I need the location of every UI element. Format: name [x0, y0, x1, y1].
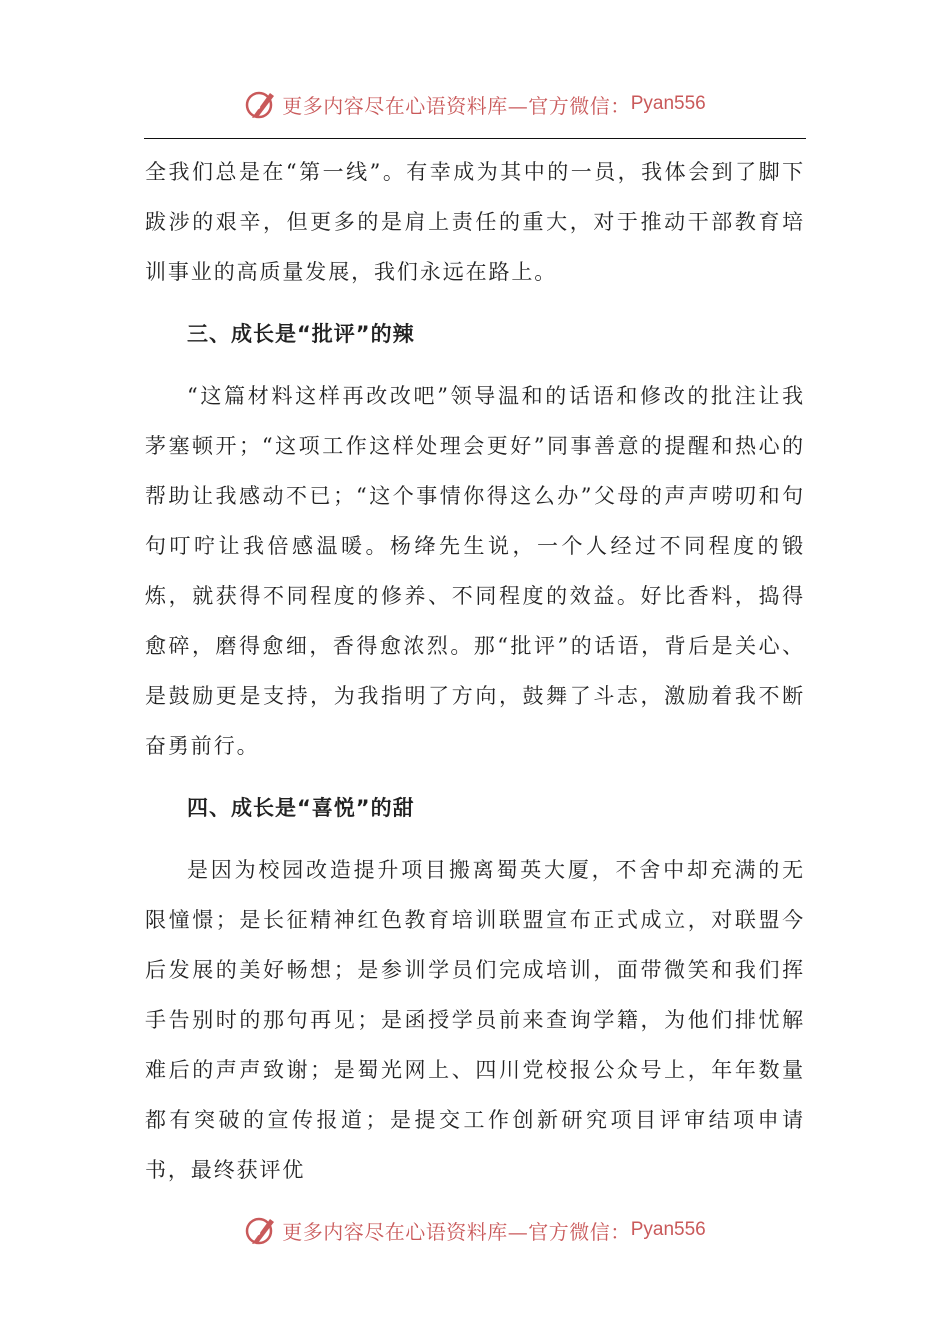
- header-banner-id: Pyan556: [630, 93, 706, 114]
- header-banner: [0, 84, 950, 124]
- paragraph-section-4: 是因为校园改造提升项目搬离蜀英大厦，不舍中却充满的无限憧憬；是长征精神红色教育培训联盟宣布正式成立，对联盟今后发展的美好畅想；是参训学员们完成培训，面带微笑和我们挥手告别时的那句再见；是函授学员前来查询学籍，为他们排忧解难后的声声致谢；是蜀光网上、四川党校报公众号上，年年数量都有突破的宣传报道；是提交工作创新研究项目评审结项申请书，最终获评优: [145, 858, 805, 1182]
- section-heading-4: 四、成长是“喜悦”的甜: [187, 796, 415, 820]
- footer-banner-text: 更多内容尽在心语资料库—官方微信：: [282, 1219, 631, 1244]
- footer-banner-id: Pyan556: [630, 1219, 706, 1240]
- paragraph-continued: 全我们总是在“第一线”。有幸成为其中的一员，我体会到了脚下跋涉的艰辛，但更多的是肩上责任的重大，对于推动干部教育培训事业的高质量发展，我们永远在路上。: [145, 160, 805, 284]
- paragraph-section-3: “这篇材料这样再改改吧”领导温和的话语和修改的批注让我茅塞顿开；“这项工作这样处理会更好”同事善意的提醒和热心的帮助让我感动不已；“这个事情你得这么办”父母的声声唠叨和句句叮咛让我倍感温暖。杨绛先生说，一个人经过不同程度的锻炼，就获得不同程度的修养、不同程度的效益。好比香料，捣得愈碎，磨得愈细，香得愈浓烈。那“批评”的话语，背后是关心、是鼓励更是支持，为我指明了方向，鼓舞了斗志，激励着我不断奋勇前行。: [145, 384, 805, 758]
- document-body: [145, 147, 805, 1195]
- header-banner-text: 更多内容尽在心语资料库—官方微信：: [282, 93, 631, 118]
- section-heading-3: 三、成长是“批评”的辣: [187, 322, 415, 346]
- footer-banner: [0, 1210, 950, 1250]
- header-rule: [144, 138, 806, 139]
- pen-logo-icon: [244, 87, 278, 121]
- pen-logo-icon: [244, 1213, 278, 1247]
